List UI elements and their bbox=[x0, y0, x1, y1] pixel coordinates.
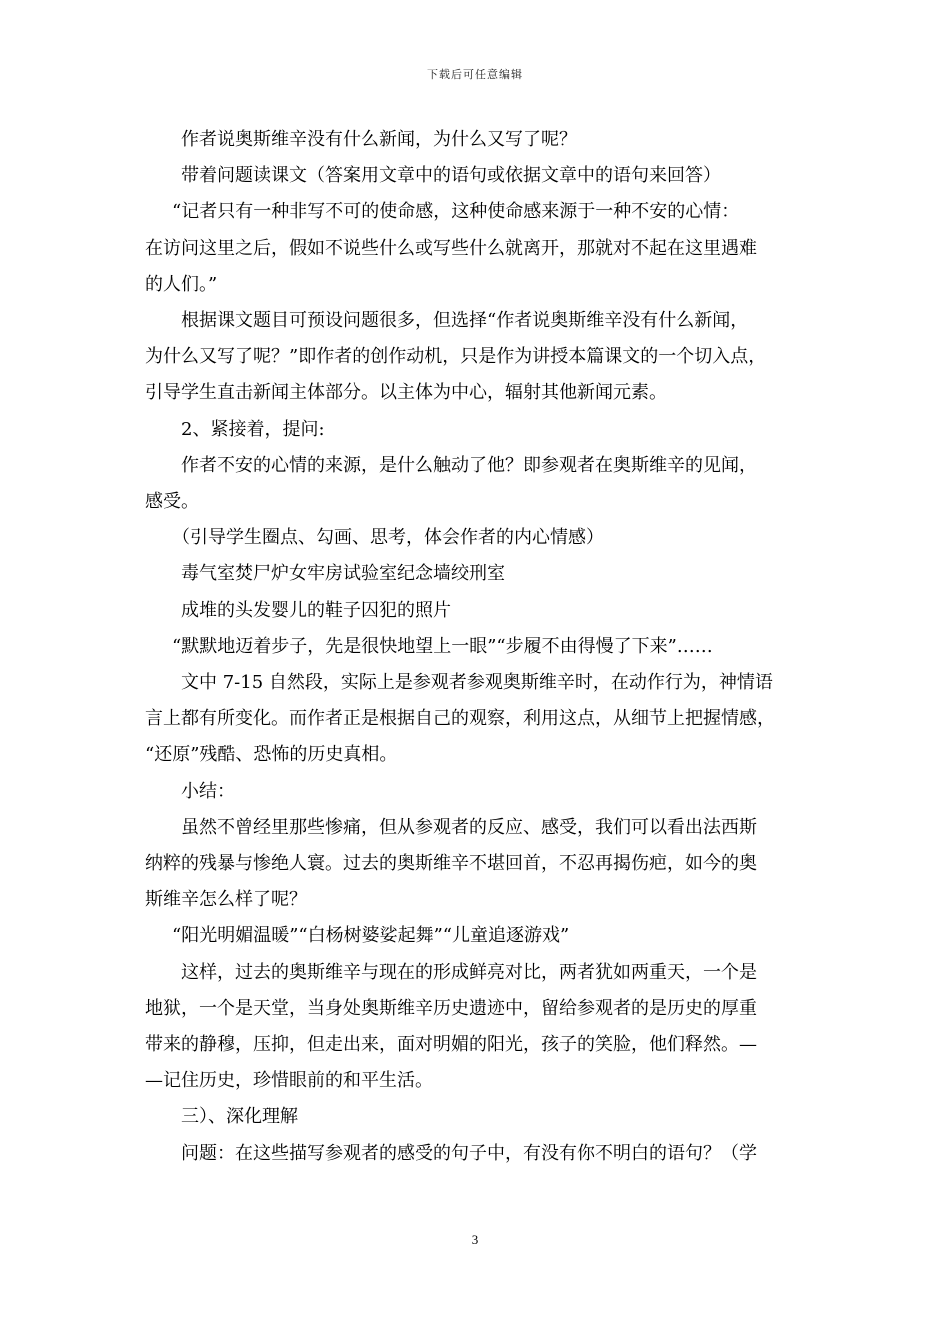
page-header: 下载后可任意编辑 bbox=[427, 68, 523, 81]
paragraph-summary-heading bbox=[145, 774, 810, 810]
paragraph-quote bbox=[145, 194, 810, 303]
paragraph-contrast bbox=[145, 955, 810, 1100]
paragraph-objects bbox=[145, 593, 810, 629]
text-line: 2、紧接着，提问: bbox=[181, 418, 325, 440]
paragraph-design-note bbox=[145, 303, 810, 412]
text-line: 作者不安的心情的来源，是什么触动了他？即参观者在奥斯维辛的见闻， bbox=[181, 454, 757, 476]
text-line: 毒气室焚尸炉女牢房试验室纪念墙绞刑室 bbox=[181, 563, 505, 585]
text-line: 言上都有所变化。而作者正是根据自己的观察，利用这点，从细节上把握情感， bbox=[145, 708, 775, 730]
paragraph-places bbox=[145, 556, 810, 592]
text-line: 带来的静穆，压抑，但走出来，面对明媚的阳光，孩子的笑脸，他们释然。— bbox=[145, 1034, 757, 1056]
text-line: 作者说奥斯维辛没有什么新闻，为什么又写了呢？ bbox=[181, 129, 577, 150]
paragraph-question bbox=[145, 122, 810, 158]
paragraph-question-2 bbox=[145, 448, 810, 520]
section-heading-deepen bbox=[145, 1099, 810, 1135]
text-line: 问题：在这些描写参观者的感受的句子中，有没有你不明白的语句？（学 bbox=[181, 1142, 757, 1164]
text-line: “还原”残酷、恐怖的历史真相。 bbox=[145, 744, 398, 766]
text-line: 小结： bbox=[181, 780, 235, 802]
document-body bbox=[145, 122, 810, 1172]
text-line: 引导学生直击新闻主体部分。以主体为中心，辐射其他新闻元素。 bbox=[145, 382, 667, 404]
text-line: 斯维辛怎么样了呢？ bbox=[145, 889, 307, 911]
text-line: 带着问题读课文（答案用文章中的语句或依据文章中的语句来回答） bbox=[181, 165, 721, 187]
text-line: 根据课文题目可预设问题很多，但选择“作者说奥斯维辛没有什么新闻， bbox=[181, 310, 749, 332]
page-number: 3 bbox=[471, 1232, 479, 1247]
paragraph-read-instruction bbox=[145, 158, 810, 194]
text-line: 为什么又写了呢？”即作者的创作动机，只是作为讲授本篇课文的一个切入点， bbox=[145, 346, 767, 368]
text-line: 纳粹的残暴与惨绝人寰。过去的奥斯维辛不堪回首，不忍再揭伤疤，如今的奥 bbox=[145, 853, 757, 875]
text-line: 这样，过去的奥斯维辛与现在的形成鲜亮对比，两者犹如两重天，一个是 bbox=[181, 961, 757, 983]
text-line: 成堆的头发婴儿的鞋子囚犯的照片 bbox=[181, 599, 451, 621]
text-line: —记住历史，珍惜眼前的和平生活。 bbox=[145, 1070, 433, 1092]
paragraph-step-2 bbox=[145, 412, 810, 448]
text-line: “阳光明媚温暖”“白杨树婆娑起舞”“儿童追逐游戏” bbox=[172, 925, 570, 947]
paragraph-present-quote bbox=[145, 918, 810, 954]
paragraph-summary bbox=[145, 810, 810, 919]
text-line: 文中 7-15 自然段，实际上是参观者参观奥斯维辛时，在动作行为，神情语 bbox=[181, 672, 773, 694]
text-line: 感受。 bbox=[145, 491, 199, 513]
text-line: 地狱，一个是天堂，当身处奥斯维辛历史遗迹中，留给参观者的是历史的厚重 bbox=[145, 997, 757, 1019]
text-line: 在访问这里之后，假如不说些什么或写些什么就离开，那就对不起在这里遇难 bbox=[145, 237, 757, 259]
paragraph-guidance bbox=[145, 520, 810, 556]
paragraph-actions-quote bbox=[145, 629, 810, 665]
text-line: 的人们。” bbox=[145, 273, 218, 295]
paragraph-analysis bbox=[145, 665, 810, 774]
text-line: “默默地迈着步子，先是很快地望上一眼”“步履不由得慢了下来”…… bbox=[172, 635, 713, 657]
text-line: 虽然不曾经里那些惨痛，但从参观者的反应、感受，我们可以看出法西斯 bbox=[181, 816, 757, 838]
text-line: （引导学生圈点、勾画、思考，体会作者的内心情感） bbox=[172, 527, 604, 549]
text-line: “记者只有一种非写不可的使命感，这种使命感来源于一种不安的心情： bbox=[172, 201, 740, 223]
paragraph-final-question bbox=[145, 1136, 810, 1172]
text-line: 三）、深化理解 bbox=[181, 1106, 298, 1128]
